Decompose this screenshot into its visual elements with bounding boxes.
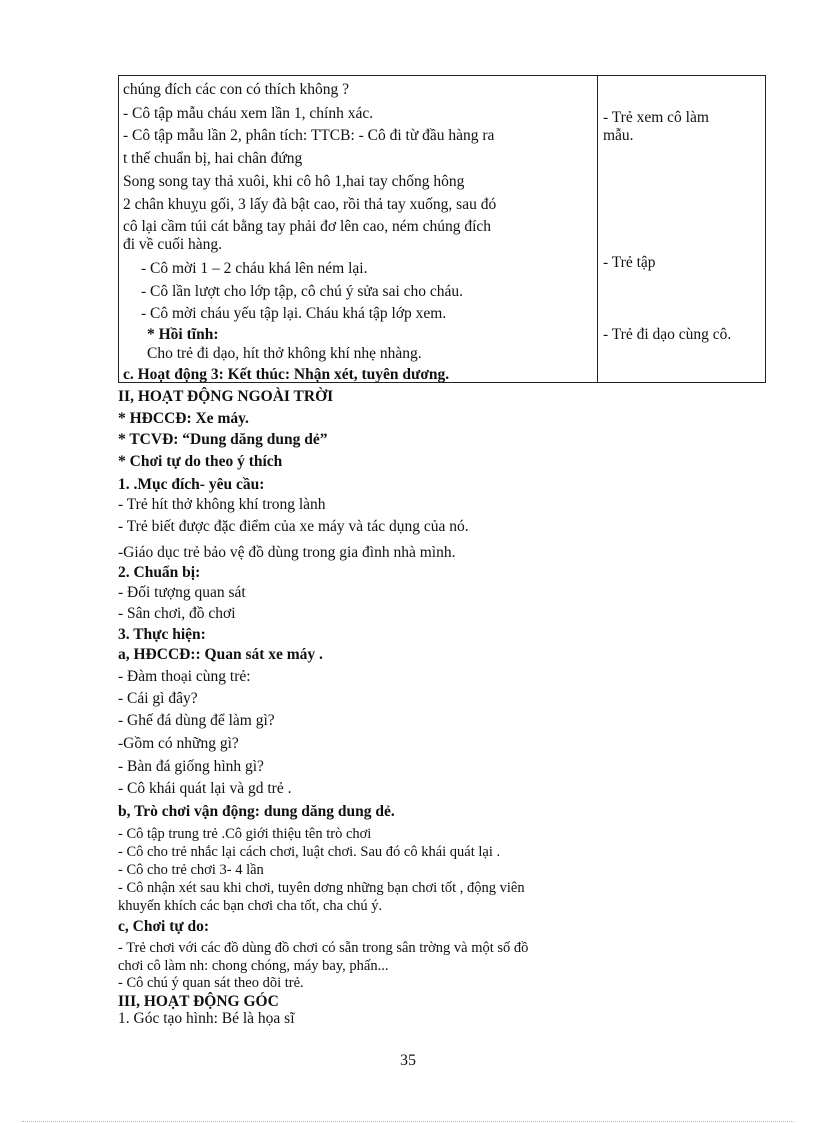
table-left-line: t thế chuẩn bị, hai chân đứng <box>123 150 303 167</box>
body-heading: 2. Chuẩn bị: <box>118 564 201 581</box>
body-heading: a, HĐCCĐ:: Quan sát xe máy . <box>118 646 323 663</box>
body-heading: * HĐCCĐ: Xe máy. <box>118 410 249 427</box>
table-left-line: Cho trẻ đi dạo, hít thở không khí nhẹ nhàng. <box>147 345 422 362</box>
table-left-line: Song song tay thả xuôi, khi cô hô 1,hai tay chống hông <box>123 173 465 190</box>
body-line: - Cô khái quát lại và gd trẻ . <box>118 780 292 797</box>
table-left-heading: * Hồi tĩnh: <box>147 326 219 343</box>
body-line: -Giáo dục trẻ bảo vệ đồ dùng trong gia đình nhà mình. <box>118 544 456 561</box>
table-left-line: đi về cuối hàng. <box>123 236 223 253</box>
body-line: - Sân chơi, đồ chơi <box>118 605 236 622</box>
activity-table <box>118 75 766 383</box>
body-line: - Ghế đá dùng để làm gì? <box>118 712 275 729</box>
table-left-line: chúng đích các con có thích không ? <box>123 81 349 98</box>
body-line: - Trẻ hít thở không khí trong lành <box>118 496 326 513</box>
body-line: - Trẻ biết được đặc điểm của xe máy và tác dụng của nó. <box>118 518 469 535</box>
body-line: - Cái gì đây? <box>118 690 198 707</box>
table-left-line: - Cô mời cháu yếu tập lại. Cháu khá tập lớp xem. <box>141 305 447 322</box>
body-line: - Đàm thoại cùng trẻ: <box>118 668 251 685</box>
body-line: - Cô nhận xét sau khi chơi, tuyên dơng những bạn chơi tốt , động viên <box>118 880 525 896</box>
table-left-line: - Cô tập mẫu cháu xem lần 1, chính xác. <box>123 105 374 122</box>
body-line: chơi cô làm nh: chong chóng, máy bay, phấn... <box>118 958 389 974</box>
section-heading: II, HOẠT ĐỘNG NGOÀI TRỜI <box>118 388 334 405</box>
table-left-line: - Cô lần lượt cho lớp tập, cô chú ý sửa sai cho cháu. <box>141 283 464 300</box>
table-right-line: - Trẻ tập <box>603 254 656 271</box>
body-heading: * Chơi tự do theo ý thích <box>118 453 283 470</box>
body-heading: b, Trò chơi vận động: dung dăng dung dẻ. <box>118 803 395 820</box>
table-left-line: - Cô tập mẫu lần 2, phân tích: TTCB: - Cô đi từ đầu hàng ra <box>123 127 495 144</box>
body-line: - Cô chú ý quan sát theo dõi trẻ. <box>118 975 304 991</box>
body-line: - Trẻ chơi với các đồ dùng đồ chơi có sẵn trong sân trờng và một số đồ <box>118 940 529 956</box>
table-right-line: - Trẻ xem cô làm <box>603 109 709 126</box>
table-column-divider <box>597 76 598 382</box>
body-line: -Gồm có những gì? <box>118 735 239 752</box>
section-heading: III, HOẠT ĐỘNG GÓC <box>118 993 279 1010</box>
body-heading: 1. .Mục đích- yêu cầu: <box>118 476 265 493</box>
table-right-line: mẫu. <box>603 127 634 144</box>
body-line: - Cô tập trung trẻ .Cô giới thiệu tên trò chơi <box>118 826 372 842</box>
table-left-heading: c. Hoạt động 3: Kết thúc: Nhận xét, tuyên dương. <box>123 366 450 383</box>
table-left-line: - Cô mời 1 – 2 cháu khá lên ném lại. <box>141 260 368 277</box>
body-line: khuyến khích các bạn chơi cha tốt, cha chú ý. <box>118 898 383 914</box>
body-heading: c, Chơi tự do: <box>118 918 210 935</box>
table-right-line: - Trẻ đi dạo cùng cô. <box>603 326 732 343</box>
body-heading: * TCVĐ: “Dung dăng dung dẻ” <box>118 431 328 448</box>
page-bottom-rule <box>22 1121 794 1122</box>
body-line: - Đối tượng quan sát <box>118 584 246 601</box>
table-left-line: cô lại cầm túi cát bằng tay phải đơ lên cao, ném chúng đích <box>123 218 492 235</box>
table-left-line: 2 chân khuỵu gối, 3 lấy đà bật cao, rồi thả tay xuống, sau đó <box>123 196 497 213</box>
body-line: - Bàn đá giống hình gì? <box>118 758 264 775</box>
body-line: - Cô cho trẻ nhắc lại cách chơi, luật chơi. Sau đó cô khái quát lại . <box>118 844 501 860</box>
body-heading: 3. Thực hiện: <box>118 626 206 643</box>
body-line: - Cô cho trẻ chơi 3- 4 lần <box>118 862 264 878</box>
page-number: 35 <box>400 1052 416 1069</box>
body-line: 1. Góc tạo hình: Bé là họa sĩ <box>118 1010 295 1027</box>
